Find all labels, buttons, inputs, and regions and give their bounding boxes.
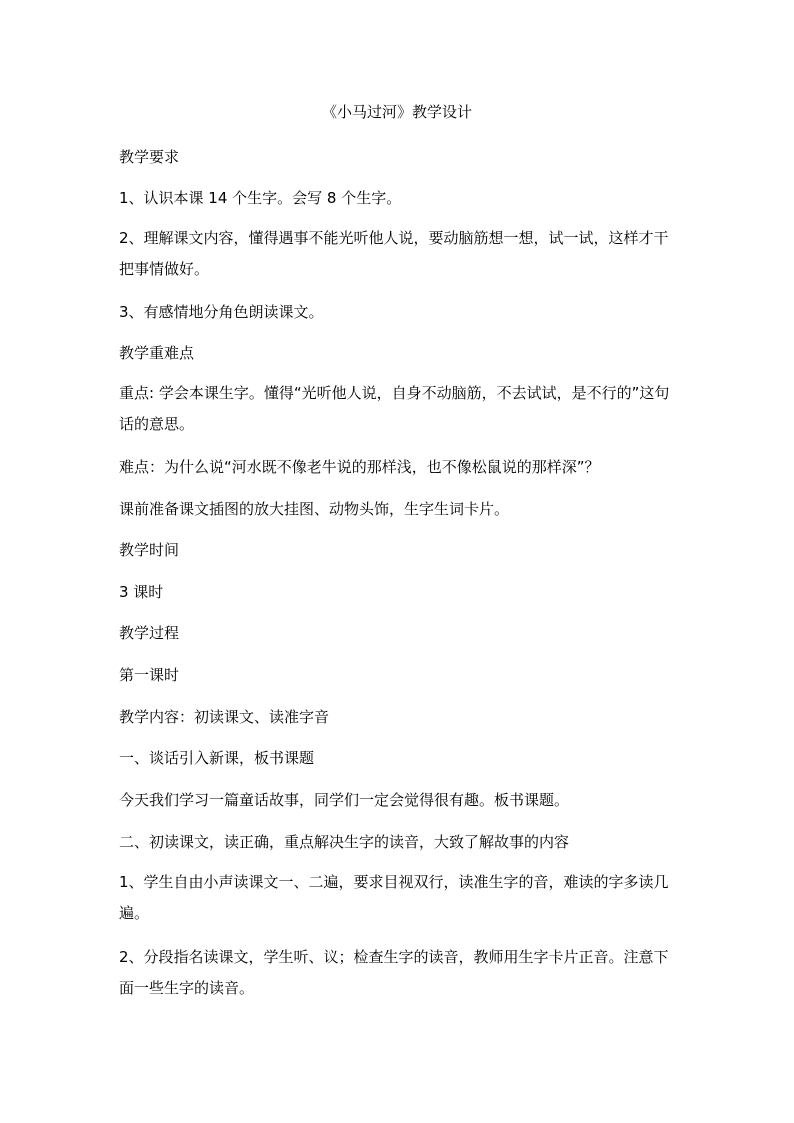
requirement-item-1: 1、认识本课 14 个生字。会写 8 个生字。: [119, 189, 402, 207]
lesson-count: 3 课时: [119, 583, 164, 601]
lesson-one-heading: 第一课时: [119, 666, 180, 684]
requirement-item-3: 3、有感情地分角色朗读课文。: [119, 303, 324, 321]
section-heading-requirements: 教学要求: [119, 148, 180, 166]
section-heading-key-points: 教学重难点: [119, 344, 195, 362]
step-two-item-1: 1、学生自由小声读课文一、二遍，要求目视双行，读准生字的音，难读的字多读几遍。: [119, 873, 669, 922]
step-one-heading: 一、谈话引入新课，板书课题: [119, 749, 315, 767]
requirement-item-2: 2、理解课文内容，懂得遇事不能光听他人说，要动脑筋想一想，试一试，这样才干把事情做好。: [119, 229, 669, 278]
step-two-item-2: 2、分段指名读课文，学生听、议；检查生字的读音，教师用生字卡片正音。注意下面一些生字的读音。: [119, 948, 669, 997]
section-heading-time: 教学时间: [119, 541, 180, 559]
document-title: 《小马过河》教学设计: [321, 103, 472, 121]
key-point-text: 重点: 学会本课生字。懂得“光听他人说，自身不动脑筋，不去试试，是不行的”这句话的意思。: [119, 384, 670, 433]
difficult-point-text: 难点：为什么说“河水既不像老牛说的那样浅，也不像松鼠说的那样深”？: [119, 458, 600, 476]
step-one-text: 今天我们学习一篇童话故事，同学们一定会觉得很有趣。板书课题。: [119, 791, 570, 809]
section-heading-process: 教学过程: [119, 624, 180, 642]
step-two-heading: 二、初读课文，读正确，重点解决生字的读音，大致了解故事的内容: [119, 833, 570, 851]
preparation-text: 课前准备课文插图的放大挂图、动物头饰，生字生词卡片。: [119, 500, 510, 518]
lesson-one-content: 教学内容：初读课文、读准字音: [119, 708, 330, 726]
